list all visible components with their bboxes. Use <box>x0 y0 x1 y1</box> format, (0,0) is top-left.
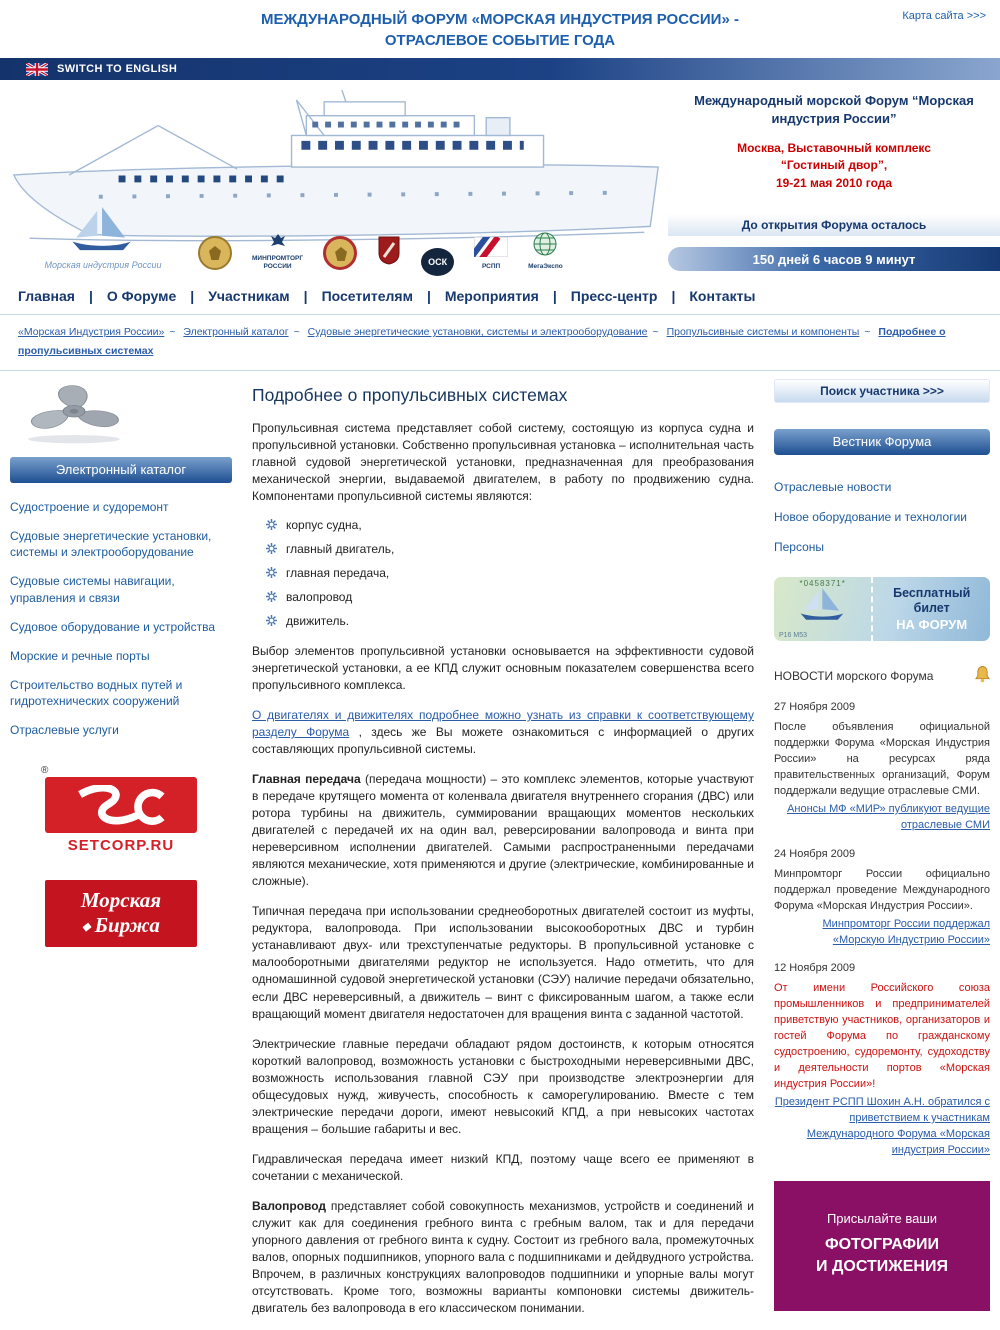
breadcrumb-separator: ~ <box>864 326 871 338</box>
news-text: После объявления официальной поддержки Форума «Морская Индустрия России» на ресурсах ряда правительственных организаций, Форум поддержали ведущие отраслевые СМИ. <box>774 721 990 798</box>
moscow-emblem-logo <box>377 235 401 270</box>
nav-item-participants[interactable]: Участникам <box>208 288 290 304</box>
nav-separator: | <box>88 288 93 304</box>
forum-logo <box>28 207 178 270</box>
link-new-equipment[interactable]: Новое оборудование и технологии <box>774 509 967 524</box>
list-item: корпус судна, <box>266 518 754 532</box>
registered-mark: ® <box>41 764 49 776</box>
venue-line1: Москва, Выставочный комплекс <box>737 141 931 156</box>
breadcrumb-item-root[interactable]: «Морская Индустрия России» <box>18 326 165 338</box>
gear-paragraph: Главная передача (передача мощности) – это комплекс элементов, которые участвуют в передаче крутящего момента от коленвала двигателя внутреннего сгорания (ДВС) или ротора турбины на движитель, суммировании вращающих моментов нескольких двигателей с передачей их на один вал, реверсировании валопровода и винта при нереверсивном исполнении двигателей. Самыми распространенными передачами являются механические, хотя применяются и другие (электрические, комбинированные и сложные). <box>252 772 754 889</box>
breadcrumb-item-current[interactable]: Подробнее о пропульсивных системах <box>18 326 946 357</box>
nav-separator: | <box>303 288 308 304</box>
news-link[interactable]: Минпромторг России поддержал «Морскую Индустрию России» <box>822 917 990 946</box>
catalog-item-services[interactable]: Отраслевые услуги <box>10 723 119 738</box>
engines-reference-link[interactable]: О двигателях и движителях подробнее можно узнать из справки к соответствующему разделу Форума <box>252 708 754 740</box>
morskaya-birzha-banner[interactable]: Морская ◆ Биржа <box>45 880 197 947</box>
ticket-subtitle: НА ФОРУМ <box>896 617 968 633</box>
catalog-menu <box>10 499 232 739</box>
nav-separator: | <box>190 288 195 304</box>
banner <box>0 88 1000 276</box>
minpromtorg-emblem-icon <box>269 233 287 249</box>
birzha-icon: ◆ <box>82 921 91 934</box>
shaft-paragraph: Валопровод представляет собой совокупность механизмов, устройств и соединений и служит как для соединения гребного винта с гребным валом, так и для передачи упорного давления от гребного винта к судну. Состоит из гребного вала, промежуточных валов, опорных подшипников, упорного вала с подшипниками и дейдвудного устройства. Впрочем, в различных конструкциях валопроводов подшипники и упорные валы могут отсутствовать. Кроме того, возможны варианты компоновки системы движитель-двигатель без валопровода в его классическом понимании. <box>252 1198 754 1315</box>
news-date: 24 Ноября 2009 <box>774 847 856 860</box>
right-sidebar <box>774 379 990 1330</box>
partner-logos <box>28 207 563 270</box>
ticket-code: *0458371* <box>799 579 846 589</box>
forum-logo-caption: Морская индустрия России <box>44 260 162 270</box>
banner-info <box>668 92 1000 271</box>
forum-title-line1: МЕЖДУНАРОДНЫЙ ФОРУМ «МОРСКАЯ ИНДУСТРИЯ РОССИИ» - <box>261 11 739 28</box>
nav-item-press[interactable]: Пресс-центр <box>570 288 658 304</box>
countdown-label: До открытия Форума осталось <box>668 214 1000 236</box>
intro-paragraph: Пропульсивная система представляет собой систему, состоящую из корпуса судна и пропульсивной установки. Собственно пропульсивная установка – исполнительная часть главной судовой энергетической установки, предназначенная для преобразования механической энергии, выдаваемой двигателем, в работу по продвижению судна. Компонентами пропульсивной системы являются: <box>252 420 754 503</box>
components-list <box>266 518 754 628</box>
language-bar <box>0 58 1000 80</box>
catalog-item-shipbuilding[interactable]: Судостроение и судоремонт <box>10 499 169 514</box>
main-content <box>246 379 760 1330</box>
minpromtorg-logo: МИНПРОМТОРГ РОССИИ <box>252 233 303 270</box>
gear-bullet-icon <box>266 543 277 554</box>
link-paragraph: О двигателях и движителях подробнее можно узнать из справки к соответствующему разделу Форума , здесь же Вы можете ознакомиться с информацией о других составляющих пропульсивной системы. <box>252 708 754 757</box>
setcorp-banner[interactable] <box>41 764 197 854</box>
russia-coat-of-arms-logo <box>198 236 232 270</box>
breadcrumb-separator: ~ <box>169 326 176 338</box>
news-item <box>774 700 990 834</box>
countdown-value: 150 дней 6 часов 9 минут <box>668 247 1000 271</box>
nav-item-about[interactable]: О Форуме <box>106 288 177 304</box>
content <box>0 371 1000 1330</box>
send-photos-banner[interactable]: Присылайте ваши ФОТОГРАФИИ И ДОСТИЖЕНИЯ <box>774 1181 990 1311</box>
gear-bullet-icon <box>266 567 277 578</box>
setcorp-label: SETCORP.RU <box>67 836 175 854</box>
link-persons[interactable]: Персоны <box>774 540 825 555</box>
breadcrumb-item-power[interactable]: Судовые энергетические установки, системы и электрооборудование <box>307 326 648 338</box>
sailboat-icon <box>797 588 849 622</box>
venue-line2: “Гостиный двор”, <box>780 158 888 173</box>
nav-item-visitors[interactable]: Посетителям <box>321 288 413 304</box>
catalog-item-ports[interactable]: Морские и речные порты <box>10 648 150 663</box>
setcorp-logo <box>45 777 197 833</box>
switch-to-english-link[interactable]: SWITCH TO ENGLISH <box>57 63 178 75</box>
electric-gear-paragraph: Электрические главные передачи обладают рядом достоинств, к которым относятся короткий валопровод, возможность установки с быстроходными нереверсивными ДВС, возможность использования главной СЭУ при производстве электроэнергии для общесудовых нужд, живучесть, способность к саморегулированию. Вместе с тем электрические передачи дороги, имеют невысокий КПД, а при невысоких частотах вращения – большие габариты и вес. <box>252 1036 754 1136</box>
uk-flag-icon <box>26 63 48 76</box>
participant-search-link[interactable]: Поиск участника >>> <box>774 379 990 403</box>
news-date: 12 Ноября 2009 <box>774 962 856 975</box>
nav-item-contacts[interactable]: Контакты <box>689 288 756 304</box>
top-header <box>0 0 1000 58</box>
news-link[interactable]: Анонсы МФ «МИР» публикуют ведущие отраслевые СМИ <box>787 802 990 831</box>
vestnik-header: Вестник Форума <box>774 429 990 455</box>
catalog-header: Электронный каталог <box>10 457 232 483</box>
venue-info <box>668 140 1000 192</box>
catalog-item-navigation[interactable]: Судовые системы навигации, управления и связи <box>10 574 175 605</box>
catalog-item-equipment[interactable]: Судовое оборудование и устройства <box>10 619 216 634</box>
forum-name: Международный морской Форум “Морская индустрия России” <box>694 93 974 126</box>
gear-bullet-icon <box>266 591 277 602</box>
breadcrumb-separator: ~ <box>293 326 300 338</box>
gear-bullet-icon <box>266 519 277 530</box>
typical-gear-paragraph: Типичная передача при использовании среднеоборотных двигателей состоит из муфты, редуктора, валопровода. При использовании высокооборотных ДВС и турбин устанавливают двух- или трехступенчатые редукторы. В пропульсивной установке с малооборотными двигателями редуктор не используется. Надо отметить, что для одномашинной судовой энергетической установки (СЭУ) наличие передачи обязательно, если ДВС нереверсивный, а движитель – винт с фиксированным шагом, а также если вращающий момент двигателя недостаточен для вращения винта с заданной частотой. <box>252 904 754 1021</box>
page-title: Подробнее о пропульсивных системах <box>252 384 568 405</box>
news-item <box>774 961 990 1158</box>
nav-separator: | <box>426 288 431 304</box>
ticket-serial: Р16 М53 <box>779 632 808 640</box>
eagle-emblem-logo <box>323 236 357 270</box>
list-item: главная передача, <box>266 566 754 580</box>
globe-icon <box>532 231 558 257</box>
setcorp-sc-icon <box>66 785 176 825</box>
news-item <box>774 847 990 949</box>
breadcrumb <box>0 314 1000 371</box>
megaexpo-logo: МегаЭкспо <box>528 231 563 270</box>
nav-separator: | <box>552 288 557 304</box>
catalog-item-waterways[interactable]: Строительство водных путей и гидротехнических сооружений <box>10 678 183 709</box>
breadcrumb-item-catalog[interactable]: Электронный каталог <box>183 326 289 338</box>
bell-icon <box>975 665 990 686</box>
breadcrumb-separator: ~ <box>652 326 659 338</box>
free-ticket-banner[interactable] <box>774 577 990 641</box>
forum-title-line2: ОТРАСЛЕВОЕ СОБЫТИЕ ГОДА <box>384 32 616 49</box>
ticket-title: Бесплатный билет <box>893 586 971 615</box>
list-item: движитель. <box>266 614 754 628</box>
nav-separator: | <box>671 288 676 304</box>
nav-item-events[interactable]: Мероприятия <box>444 288 539 304</box>
catalog-item-power-systems[interactable]: Судовые энергетические установки, системы и электрооборудование <box>10 528 212 560</box>
list-item: валопровод <box>266 590 754 604</box>
venue-line3: 19-21 мая 2010 года <box>775 175 893 190</box>
sailboat-icon <box>66 207 140 253</box>
forum-title <box>0 9 1000 51</box>
nav-item-home[interactable]: Главная <box>18 288 75 304</box>
news-text: От имени Российского союза промышленников и предпринимателей приветствую участников, организаторов и гостей Форума по гражданскому судостроению, судоремонту, судоходству и деятельности портов «Морская индустрия России»! <box>774 982 990 1091</box>
news-link[interactable]: Президент РСПП Шохин А.Н. обратился с приветствием к участникам Международного Форума «Морская индустрия России» <box>774 1095 990 1156</box>
gear-bullet-icon <box>266 615 277 626</box>
choice-paragraph: Выбор элементов пропульсивной установки основывается на эффективности судовой энергетической установки, а ее КПД служит основным показателем совершенства всего пропульсивного комплекса. <box>252 643 754 692</box>
propeller-image <box>14 381 232 447</box>
news-text: Минпромторг России официально поддержал проведение Международного Форума «Морская Индустрия России». <box>774 867 990 912</box>
rspp-logo: РСПП <box>474 237 508 270</box>
news-date: 27 Ноября 2009 <box>774 701 856 714</box>
hydraulic-gear-paragraph: Гидравлическая передача имеет низкий КПД, поэтому чаще всего ее применяют в сочетании с механической. <box>252 1151 754 1183</box>
news-heading: НОВОСТИ морского Форума <box>774 665 990 686</box>
main-nav <box>0 276 1000 314</box>
list-item: главный двигатель, <box>266 542 754 556</box>
left-sidebar <box>10 379 232 1330</box>
osk-logo: ОСК <box>421 252 454 270</box>
breadcrumb-item-propulsion[interactable]: Пропульсивные системы и компоненты <box>666 326 860 338</box>
link-industry-news[interactable]: Отраслевые новости <box>774 479 892 494</box>
vestnik-links <box>774 479 990 556</box>
sitemap-link[interactable]: Карта сайта >>> <box>902 10 986 22</box>
